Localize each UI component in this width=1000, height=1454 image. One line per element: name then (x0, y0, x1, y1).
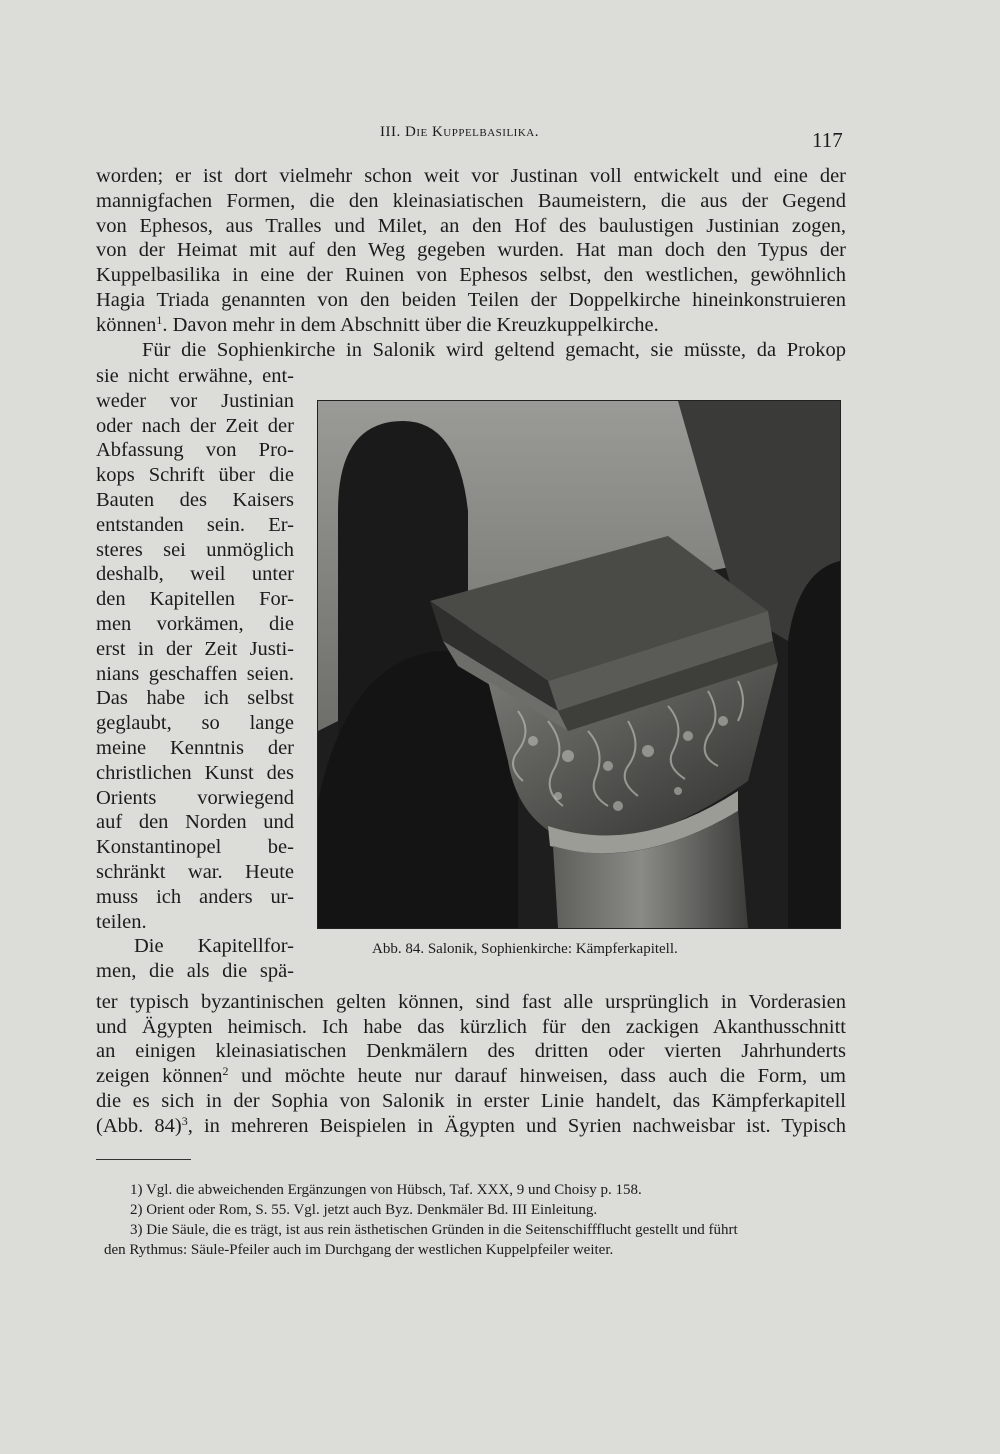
text-run: , in mehreren Beispielen in Ägypten und Syrien nachweisbar ist. Typisch (187, 1114, 846, 1137)
text-run: können (96, 313, 157, 336)
text-line (96, 1114, 846, 1139)
text-line: Konstantinopel be- (96, 836, 294, 859)
paragraph-2-first-line: Für die Sophienkirche in Salonik wird geltend gemacht, sie müsste, da Prokop (142, 338, 846, 361)
text-line: auf den Norden und (96, 811, 294, 834)
text-line: an einigen kleinasiatischen Denkmälern des dritten oder vierten Jahrhunderts (96, 1040, 846, 1063)
page-number: 117 (812, 128, 843, 152)
paragraph-3-first-line: Die Kapitellfor- (134, 935, 294, 958)
text-line: Bauten des Kaisers (96, 488, 294, 511)
text-run: zeigen können (96, 1065, 223, 1088)
figure-caption: Abb. 84. Salonik, Sophienkirche: Kämpferkapitell. (372, 941, 678, 957)
text-line: weder vor Justinian (96, 389, 294, 412)
text-line: Kuppelbasilika in eine der Ruinen von Ephesos selbst, den westlichen, gewöhnlich (96, 264, 846, 287)
text-line: Das habe ich selbst (96, 687, 294, 710)
text-line: meine Kenntnis der (96, 736, 294, 759)
text-line: steres sei unmöglich (96, 538, 294, 561)
text-line: deshalb, weil unter (96, 563, 294, 586)
text-run: und möchte heute nur darauf hinweisen, dass auch die Form, um (228, 1065, 847, 1088)
text-line: entstanden sein. Er- (96, 513, 294, 536)
text-line: men, die als die spä- (96, 960, 294, 983)
text-line: Orients vorwiegend (96, 786, 294, 809)
text-line: teilen. (96, 910, 147, 933)
footnote-2: 2) Orient oder Rom, S. 55. Vgl. jetzt auch Byz. Denkmäler Bd. III Einleitung. (130, 1202, 598, 1218)
text-line: mannigfachen Formen, die den kleinasiatischen Baumeistern, die aus der Gegend (96, 189, 846, 212)
text-line: den Kapitellen For- (96, 588, 294, 611)
text-line: Hagia Triada genannten von den beiden Teilen der Doppelkirche hineinkonstruieren (96, 288, 846, 311)
running-header: III. Die Kuppelbasilika. (380, 124, 539, 140)
text-line: oder nach der Zeit der (96, 414, 294, 437)
text-line: men vorkämen, die (96, 612, 294, 635)
text-line: nians geschaffen seien. (96, 662, 294, 685)
text-line: sie nicht erwähne, ent- (96, 365, 294, 387)
capital-illustration (318, 401, 840, 928)
text-line: Abfassung von Pro- (96, 439, 294, 462)
text-run: . Davon mehr in dem Abschnitt über die Kreuzkuppelkirche. (162, 313, 659, 336)
paragraph-1 (96, 164, 846, 362)
text-line: die es sich in der Sophia von Salonik in erster Linie handelt, das Kämpferkapitell (96, 1089, 846, 1112)
footnote-divider (96, 1159, 191, 1160)
text-line: geglaubt, so lange (96, 712, 294, 735)
text-line: von der Heimat mit auf den Weg gegeben wurden. Hat man doch den Typus der (96, 239, 846, 262)
text-line: kops Schrift über die (96, 464, 294, 487)
footnote-ref-2[interactable]: 2 (222, 1064, 229, 1079)
text-run: (Abb. 84) (96, 1114, 182, 1137)
footnote-3: 3) Die Säule, die es trägt, ist aus rein ästhetischen Gründen in die Seitenschiffflucht gestellt und führt (130, 1222, 738, 1238)
footnote-ref-3[interactable]: 3 (181, 1113, 188, 1128)
footnotes (104, 1180, 844, 1260)
footnote-1: 1) Vgl. die abweichenden Ergänzungen von Hübsch, Taf. XXX, 9 und Choisy p. 158. (130, 1182, 642, 1198)
text-line: und Ägypten heimisch. Ich habe das kürzlich für den zackigen Akanthusschnitt (96, 1015, 846, 1038)
text-line (96, 1064, 846, 1089)
text-line: christlichen Kunst des (96, 761, 294, 784)
footnote-3-continued: den Rythmus: Säule-Pfeiler auch im Durchgang der westlichen Kuppelpfeiler weiter. (104, 1242, 614, 1258)
text-line: von Ephesos, aus Tralles und Milet, an den Hof des baulustigen Justinian zogen, (96, 214, 846, 237)
text-line: worden; er ist dort vielmehr schon weit vor Justinan voll entwickelt und eine der (96, 165, 846, 187)
text-line: schränkt war. Heute (96, 860, 294, 883)
capital-photograph (317, 400, 841, 929)
text-line: erst in der Zeit Justi- (96, 637, 294, 660)
footnote-ref-1[interactable]: 1 (156, 312, 163, 327)
text-line (96, 313, 846, 338)
wrapped-text-column (96, 364, 294, 984)
text-line: ter typisch byzantinischen gelten können, sind fast alle ursprünglich in Vorderasien (96, 990, 846, 1013)
paragraph-3 (96, 965, 846, 1139)
text-line: muss ich anders ur- (96, 885, 294, 908)
